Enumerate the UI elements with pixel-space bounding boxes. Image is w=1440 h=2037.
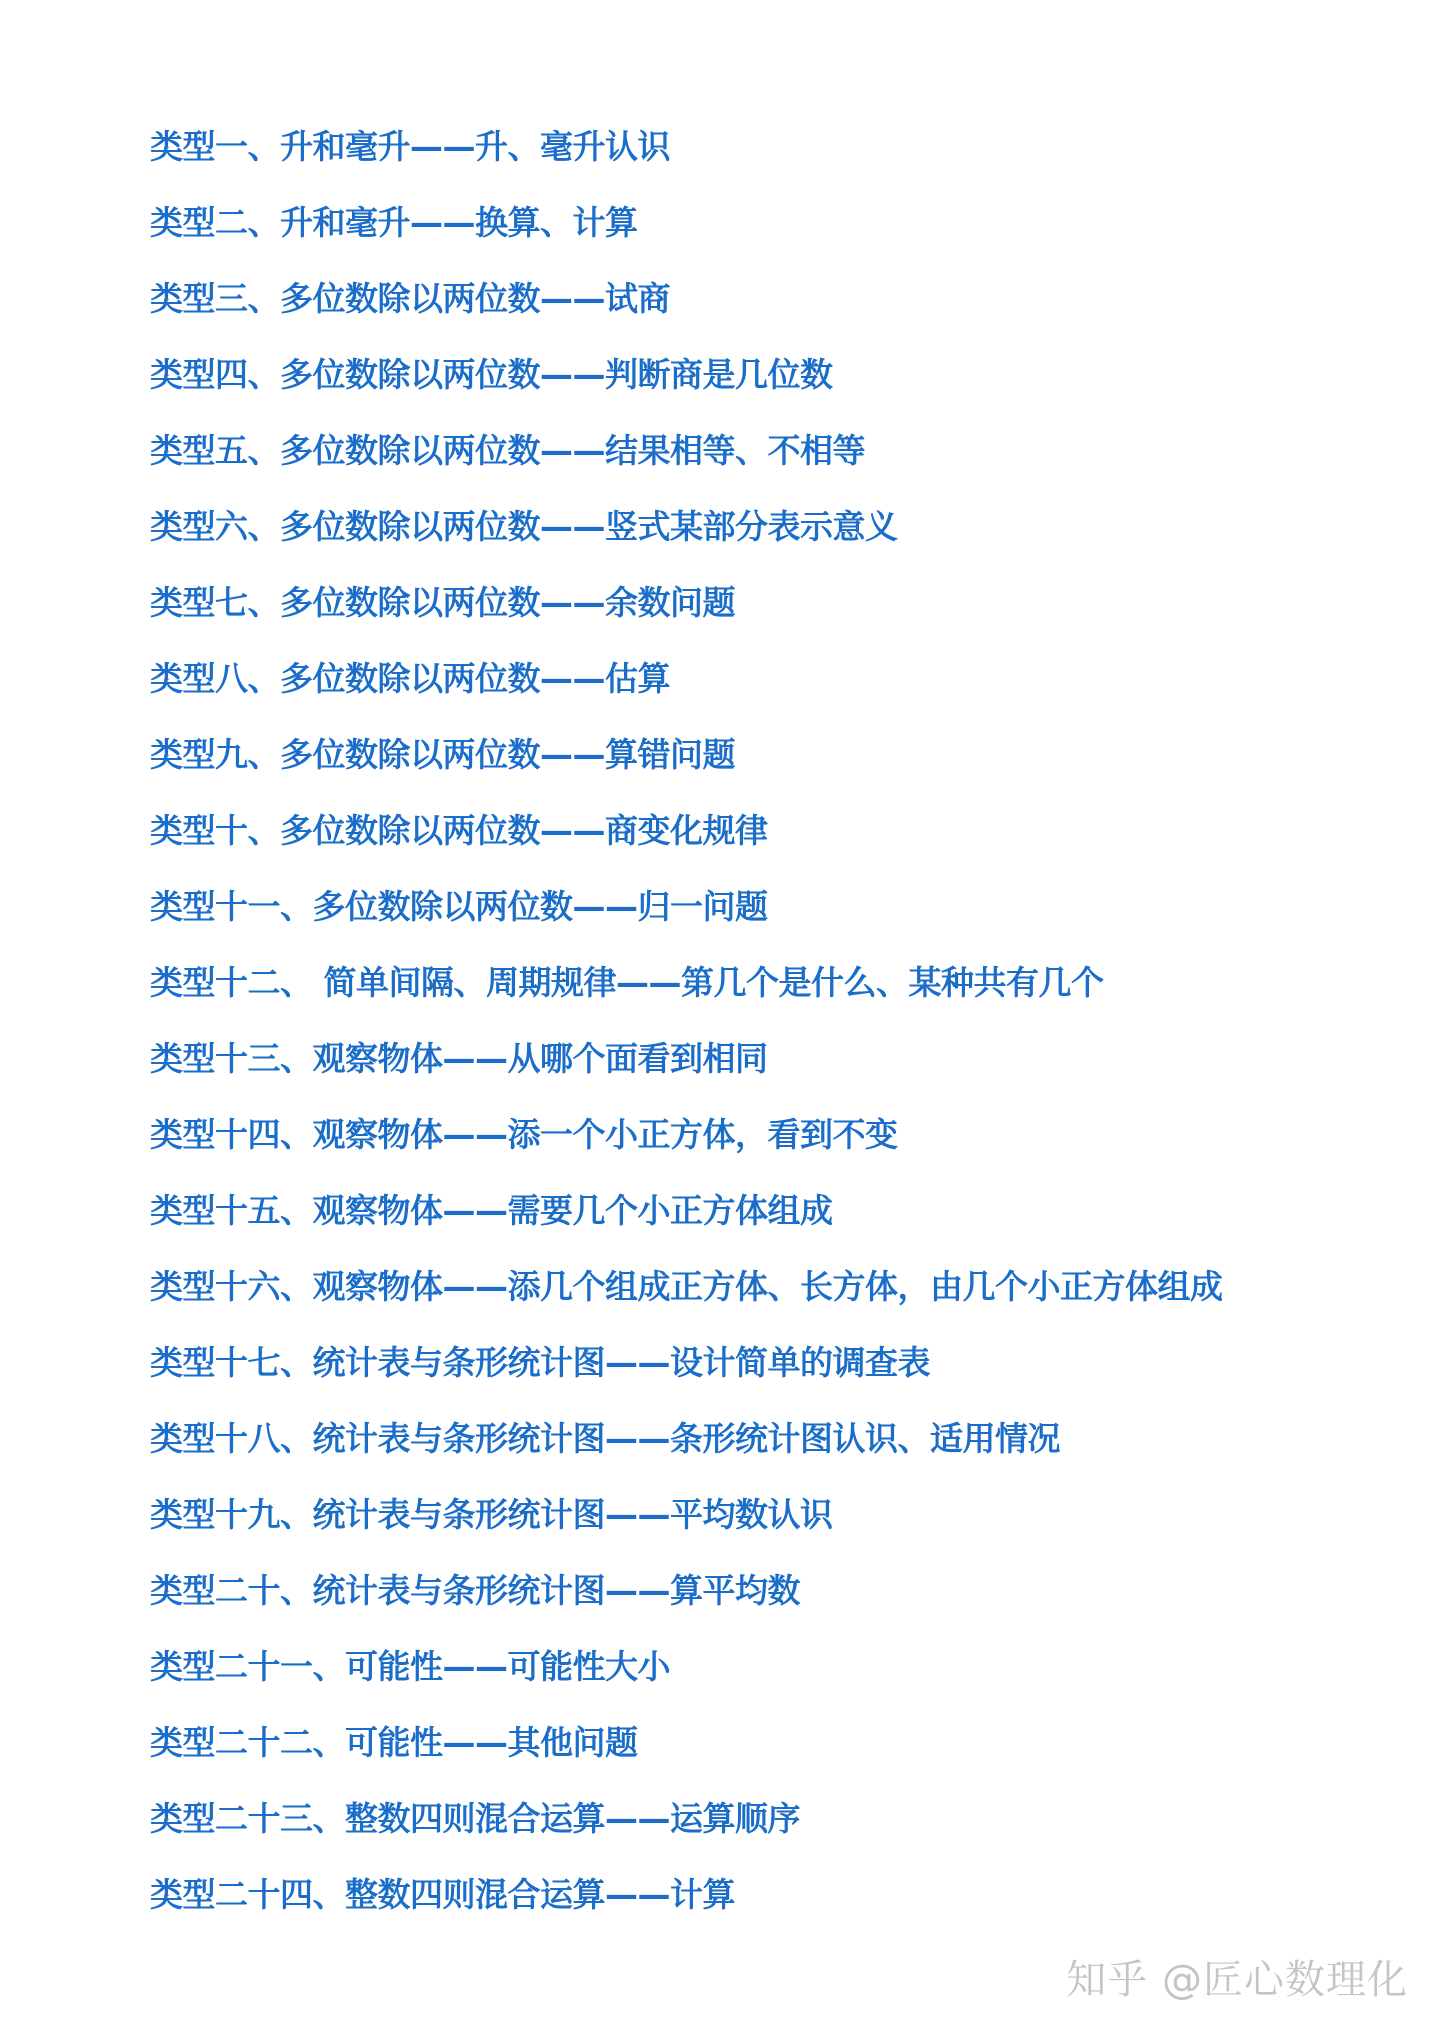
watermark: 知乎 @匠心数理化 bbox=[1066, 1957, 1408, 2003]
list-item: 类型六、多位数除以两位数——竖式某部分表示意义 bbox=[150, 507, 898, 546]
list-item: 类型十六、观察物体——添几个组成正方体、长方体，由几个小正方体组成 bbox=[150, 1267, 1223, 1306]
list-item: 类型十、多位数除以两位数——商变化规律 bbox=[150, 811, 768, 850]
topic-list bbox=[150, 120, 1223, 1944]
list-item: 类型十九、统计表与条形统计图——平均数认识 bbox=[150, 1495, 833, 1534]
list-item: 类型二十三、整数四则混合运算——运算顺序 bbox=[150, 1799, 800, 1838]
list-item: 类型五、多位数除以两位数——结果相等、不相等 bbox=[150, 431, 865, 470]
list-item: 类型十三、观察物体——从哪个面看到相同 bbox=[150, 1039, 768, 1078]
list-item: 类型二十一、可能性——可能性大小 bbox=[150, 1647, 670, 1686]
list-item: 类型十二、 简单间隔、周期规律——第几个是什么、某种共有几个 bbox=[150, 963, 1104, 1002]
list-item: 类型十五、观察物体——需要几个小正方体组成 bbox=[150, 1191, 833, 1230]
list-item: 类型十八、统计表与条形统计图——条形统计图认识、适用情况 bbox=[150, 1419, 1060, 1458]
list-item: 类型二十四、整数四则混合运算——计算 bbox=[150, 1875, 735, 1914]
list-item: 类型四、多位数除以两位数——判断商是几位数 bbox=[150, 355, 833, 394]
list-item: 类型三、多位数除以两位数——试商 bbox=[150, 279, 670, 318]
list-item: 类型十一、多位数除以两位数——归一问题 bbox=[150, 887, 768, 926]
list-item: 类型二十、统计表与条形统计图——算平均数 bbox=[150, 1571, 800, 1610]
list-item: 类型七、多位数除以两位数——余数问题 bbox=[150, 583, 735, 622]
list-item: 类型二十二、可能性——其他问题 bbox=[150, 1723, 638, 1762]
list-item: 类型一、升和毫升——升、毫升认识 bbox=[150, 127, 670, 166]
list-item: 类型八、多位数除以两位数——估算 bbox=[150, 659, 670, 698]
list-item: 类型九、多位数除以两位数——算错问题 bbox=[150, 735, 735, 774]
list-item: 类型十七、统计表与条形统计图——设计简单的调查表 bbox=[150, 1343, 930, 1382]
list-item: 类型十四、观察物体——添一个小正方体，看到不变 bbox=[150, 1115, 898, 1154]
list-item: 类型二、升和毫升——换算、计算 bbox=[150, 203, 638, 242]
